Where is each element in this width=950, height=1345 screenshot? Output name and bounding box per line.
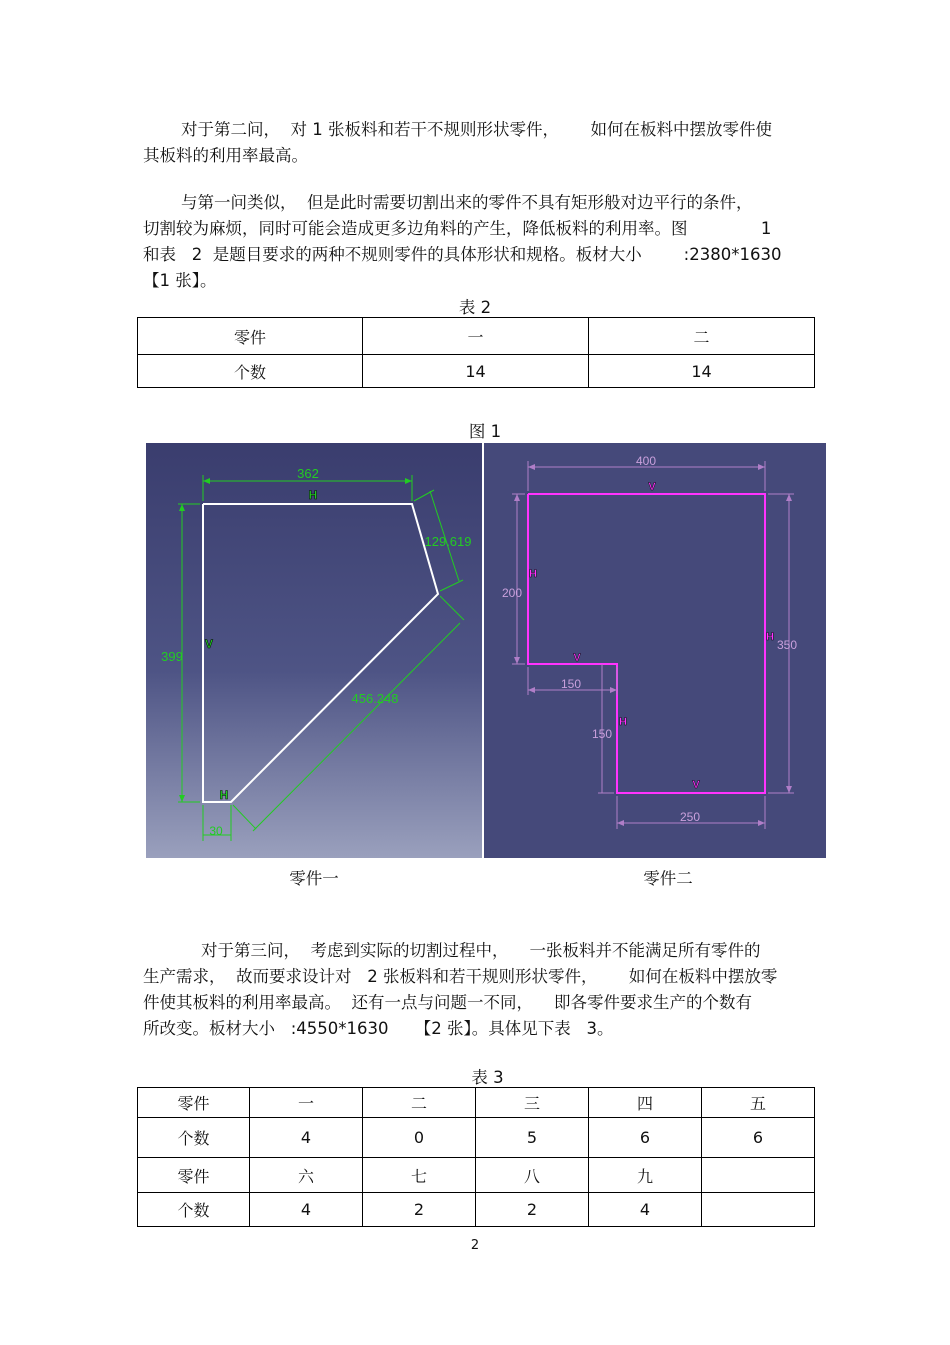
table3-caption: 表 3 (471, 1068, 504, 1087)
part2-dim-top: 400 (635, 454, 657, 468)
part1-dim-top: 362 (297, 466, 319, 481)
table-cell: 七 (363, 1158, 476, 1193)
paragraph-question2-intro (143, 117, 813, 169)
table-cell: 2 (363, 1193, 476, 1227)
part1-background (146, 443, 482, 858)
figure1-caption: 图 1 (468, 422, 502, 441)
table-row (138, 1158, 815, 1193)
table-cell: 零件 (138, 1158, 250, 1193)
part2-dim-right: 350 (776, 638, 798, 652)
table-cell: 八 (476, 1158, 589, 1193)
part2-mark-left: H (529, 568, 537, 580)
text-line: 切割较为麻烦，同时可能会造成更多边角料的产生，降低板料的利用率。图 1 (143, 219, 772, 238)
table-cell: 4 (589, 1193, 702, 1227)
part1-svg (146, 443, 482, 858)
part2-mark-bottom: V (692, 779, 700, 791)
table2-caption: 表 2 (458, 298, 492, 317)
part2-mark-right: H (766, 631, 774, 643)
table-cell: 个数 (138, 1118, 250, 1158)
part2-svg (484, 443, 826, 858)
part2-dim-bottom: 250 (679, 810, 701, 824)
text-line: 【1 张】。 (143, 271, 217, 290)
table-cell: 一 (250, 1088, 363, 1118)
table3 (137, 1087, 815, 1227)
table-cell: 14 (363, 355, 589, 388)
table-row (138, 318, 815, 355)
table-cell: 二 (589, 318, 815, 355)
part1-dim-slant-long: 456.248 (351, 691, 399, 706)
part2-background (484, 443, 826, 858)
paragraph-question2-detail (143, 190, 813, 294)
text-line: 生产需求， 故而要求设计对 2 张板料和若干规则形状零件， 如何在板料中摆放零 (143, 967, 778, 986)
part2-mark-inner: H (619, 716, 627, 728)
table-cell: 二 (363, 1088, 476, 1118)
paragraph-question3 (143, 938, 813, 1042)
part2-dim-left: 200 (501, 586, 523, 600)
table-cell: 0 (363, 1118, 476, 1158)
figure-part2-drawing (484, 443, 826, 858)
part1-mark-top: H (308, 488, 318, 502)
text-line: 其板料的利用率最高。 (143, 146, 308, 165)
table-cell: 五 (702, 1088, 815, 1118)
table-cell: 6 (702, 1118, 815, 1158)
part1-mark-left: V (204, 637, 214, 651)
part2-dim-step-horizontal: 150 (560, 677, 582, 691)
text-line: 和表 2 是题目要求的两种不规则零件的具体形状和规格。板材大小 :2380*1630 (143, 245, 782, 264)
table-cell: 九 (589, 1158, 702, 1193)
text-line: 与第一问类似， 但是此时需要切割出来的零件不具有矩形般对边平行的条件， (181, 193, 753, 212)
part2-label: 零件二 (643, 869, 693, 888)
table-cell: 六 (250, 1158, 363, 1193)
text-line: 对于第二问， 对 1 张板料和若干不规则形状零件， 如何在板料中摆放零件使 (181, 120, 772, 139)
table-cell: 个数 (138, 1193, 250, 1227)
table-row (138, 355, 815, 388)
part1-dim-bottom: 30 (209, 824, 223, 838)
part2-mark-step: V (573, 652, 581, 664)
page-number: 2 (470, 1238, 480, 1253)
table-cell (702, 1158, 815, 1193)
table-cell: 一 (363, 318, 589, 355)
table-cell: 三 (476, 1088, 589, 1118)
table-row (138, 1118, 815, 1158)
part2-dim-step-vertical: 150 (591, 727, 613, 741)
table-cell: 4 (250, 1193, 363, 1227)
table-cell: 个数 (138, 355, 363, 388)
part1-mark-bottom: H (219, 788, 229, 802)
table-row (138, 1193, 815, 1227)
table-cell: 6 (589, 1118, 702, 1158)
table-cell: 4 (250, 1118, 363, 1158)
part1-dim-left: 399 (161, 649, 183, 664)
part1-label: 零件一 (289, 869, 339, 888)
part1-dim-slant-short: 129.619 (424, 534, 472, 549)
text-line: 所改变。板材大小 :4550*1630 【2 张】。具体见下表 3。 (143, 1019, 614, 1038)
table-row (138, 1088, 815, 1118)
part2-mark-top: V (648, 481, 656, 493)
text-line: 对于第三问， 考虑到实际的切割过程中， 一张板料并不能满足所有零件的 (201, 941, 761, 960)
table-cell: 四 (589, 1088, 702, 1118)
figure-part1-drawing (146, 443, 482, 858)
table-cell: 零件 (138, 1088, 250, 1118)
table-cell: 14 (589, 355, 815, 388)
table-cell: 5 (476, 1118, 589, 1158)
table-cell: 零件 (138, 318, 363, 355)
table-cell (702, 1193, 815, 1227)
table-cell: 2 (476, 1193, 589, 1227)
table2 (137, 317, 815, 388)
text-line: 件使其板料的利用率最高。 还有一点与问题一不同， 即各零件要求生产的个数有 (143, 993, 752, 1012)
